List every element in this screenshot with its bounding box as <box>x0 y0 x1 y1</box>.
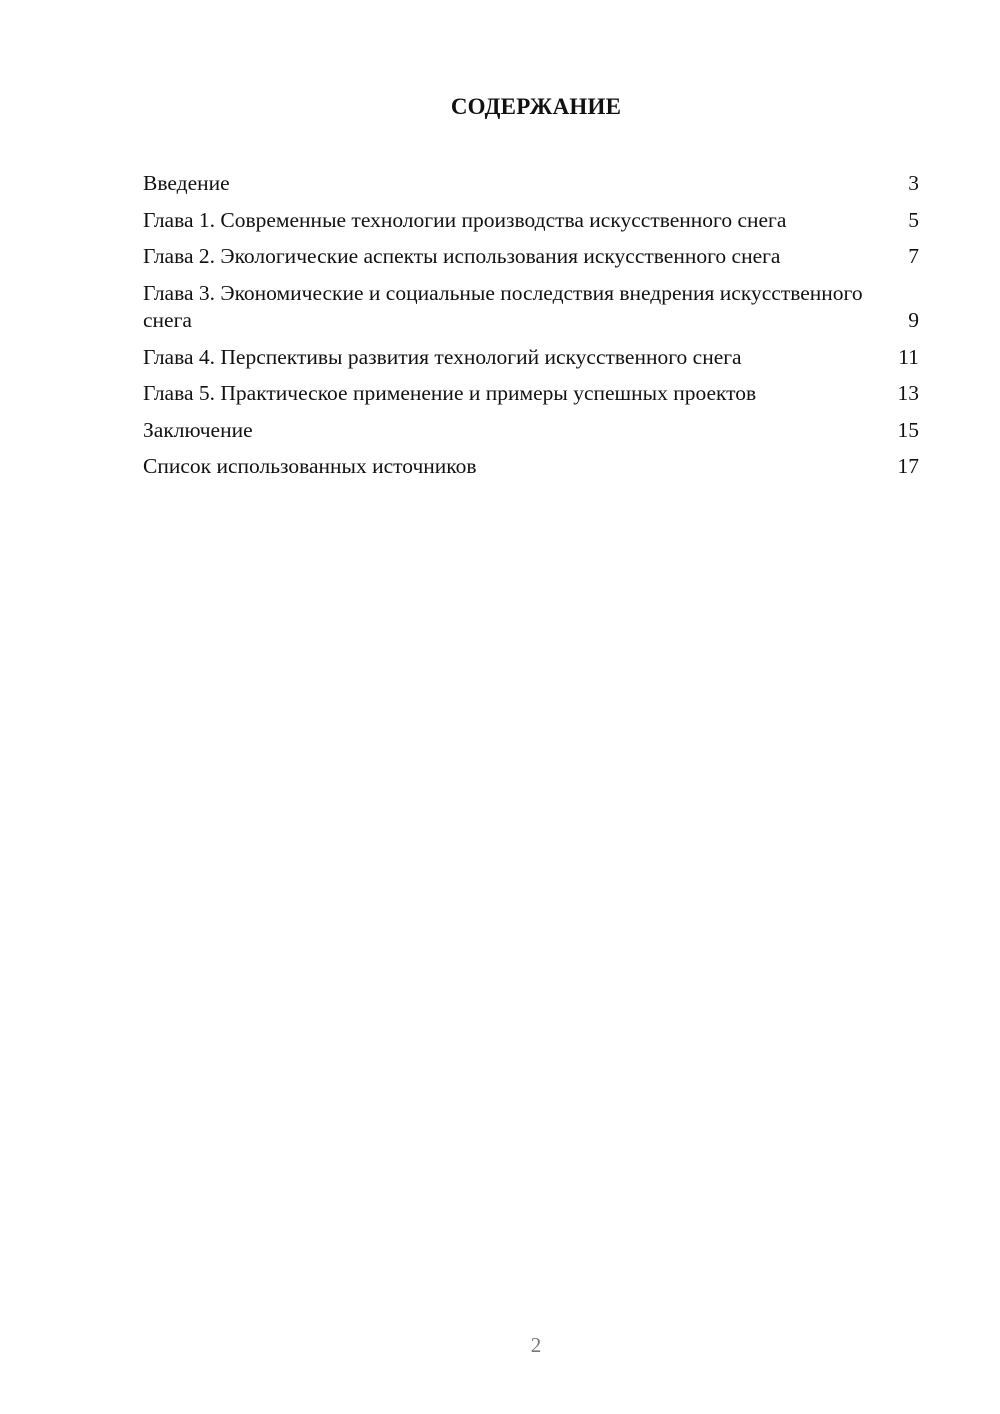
toc-entry-chapter-2 <box>143 243 919 271</box>
toc-entry-page: 7 <box>908 244 919 268</box>
toc-entry-chapter-3 <box>143 280 919 335</box>
toc-entry-introduction <box>143 170 919 198</box>
toc-entry-page: 13 <box>897 381 919 405</box>
toc-entry-chapter-4 <box>143 344 919 372</box>
toc-entry-title: Глава 5. Практическое применение и примеры успешных проектов <box>143 381 757 405</box>
page-title: СОДЕРЖАНИЕ <box>450 94 622 119</box>
toc-entry-page: 17 <box>897 454 919 478</box>
toc-entry-page: 5 <box>908 207 919 232</box>
toc-entry-chapter-1 <box>143 207 919 235</box>
toc-entry-page: 15 <box>897 417 919 442</box>
toc-entry-title: Глава 1. Современные технологии производства искусственного снега <box>143 207 787 232</box>
table-of-contents <box>143 170 919 490</box>
toc-entry-title: Список использованных источников <box>143 454 477 478</box>
toc-entry-title: Введение <box>143 171 230 195</box>
toc-entry-references <box>143 453 919 481</box>
toc-entry-title: Глава 4. Перспективы развития технологий искусственного снега <box>143 344 742 369</box>
toc-entry-page: 9 <box>908 308 919 332</box>
toc-entry-page: 11 <box>898 344 919 369</box>
page-number: 2 <box>530 1333 542 1357</box>
toc-entry-page: 3 <box>908 171 919 195</box>
toc-entry-title: Глава 3. Экономические и социальные последствия внедрения искусственного снега <box>143 280 863 332</box>
toc-entry-title: Глава 2. Экологические аспекты использования искусственного снега <box>143 244 781 268</box>
toc-entry-title: Заключение <box>143 417 253 442</box>
toc-entry-chapter-5 <box>143 380 919 408</box>
toc-entry-conclusion <box>143 417 919 445</box>
